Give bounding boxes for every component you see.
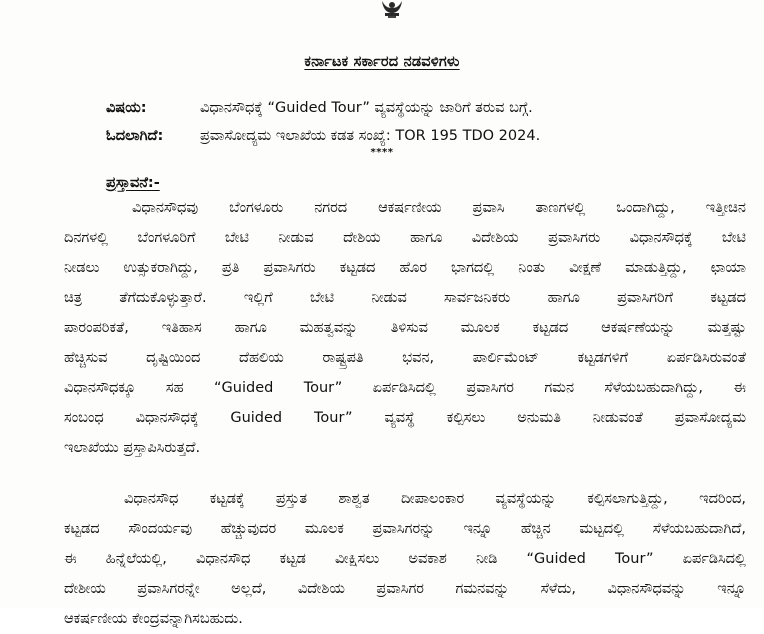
subject-label: ವಿಷಯ: [106,100,147,116]
paragraph-line: ಚಿತ್ರ ತೆಗೆದುಕೊಳ್ಳುತ್ತಾರೆ. ಇಲ್ಲಿಗೆ ಬೇಟಿ ನೀಡುವ ಸಾರ್ವಜನಿಕರು ಹಾಗೂ ಪ್ರವಾಸಿಗರಿಗೆ ಕಟ್ಟಡದ [64,290,746,306]
paragraph-line: ಕಟ್ಟಡದ ಸೌಂದರ್ಯವು ಹೆಚ್ಚುವುದರ ಮೂಲಕ ಪ್ರವಾಸಿಗರನ್ನು ಇನ್ನೂ ಹೆಚ್ಚಿನ ಮಟ್ಟದಲ್ಲಿ ಸೆಳೆಯಬಹುದಾಗಿದೆ, [64,521,746,537]
government-emblem-icon [377,0,407,18]
reference-row [106,128,540,144]
subject-row [106,100,533,116]
paragraph-1 [64,193,746,463]
paragraph-line: ಇಲಾಖೆಯು ಪ್ರಸ್ತಾಪಿಸಿರುತ್ತದೆ. [64,440,201,456]
paragraph-line: ಹೆಚ್ಚಿಸುವ ದೃಷ್ಟಿಯಿಂದ ದೆಹಲಿಯ ರಾಷ್ಟ್ರಪತಿ ಭವನ, ಪಾರ್ಲಿಮೆಂಟ್ ಕಟ್ಟಡಗಳಿಗೆ ಏರ್ಪಡಿಸಿರುವಂತೆ [64,350,746,366]
separator-stars: **** [370,147,394,158]
subject-value: ವಿಧಾನಸೌಧಕ್ಕೆ “Guided Tour” ವ್ಯವಸ್ಥೆಯನ್ನು ಜಾರಿಗೆ ತರುವ ಬಗ್ಗೆ. [200,100,533,116]
paragraph-line: ಆಕರ್ಷಣೀಯ ಕೇಂದ್ರವನ್ನಾಗಿಸಬಹುದು. [64,611,243,627]
paragraph-line: ದಿನಗಳಲ್ಲಿ ಬೆಂಗಳೂರಿಗೆ ಬೇಟಿ ನೀಡುವ ದೇಶಿಯ ಹಾಗೂ ವಿದೇಶಿಯ ಪ್ರವಾಸಿಗರು ವಿಧಾನಸೌಧಕ್ಕೆ ಬೇಟಿ [64,230,746,246]
reference-label: ಓದಲಾಗಿದೆ: [106,128,164,144]
paragraph-line: ಈ ಹಿನ್ನೆಲೆಯಲ್ಲಿ, ವಿಧಾನಸೌಧ ಕಟ್ಟಡ ವೀಕ್ಷಿಸಲು ಅವಕಾಶ ನೀಡಿ “Guided Tour” ಏರ್ಪಡಿಸಿದಲ್ಲಿ [64,551,746,567]
paragraph-line: ವಿಧಾನಸೌಧಕ್ಕೂ ಸಹ “Guided Tour” ಏರ್ಪಡಿಸಿದಲ್ಲಿ ಪ್ರವಾಸಿಗರ ಗಮನ ಸೆಳೆಯಬಹುದಾಗಿದ್ದು, ಈ [64,380,746,396]
preamble-heading: ಪ್ರಸ್ತಾವನೆ:- [106,175,160,191]
paragraph-line: ಪಾರಂಪರಿಕತೆ, ಇತಿಹಾಸ ಹಾಗೂ ಮಹತ್ವವನ್ನು ತಿಳಿಸುವ ಮೂಲಕ ಕಟ್ಟಡದ ಆಕರ್ಷಣೆಯನ್ನು ಮತ್ತಷ್ಟು [64,320,746,336]
paragraph-line: ಸಂಬಂಧ ವಿಧಾನಸೌಧಕ್ಕೆ Guided Tour” ವ್ಯವಸ್ಥೆ ಕಲ್ಪಿಸಲು ಅನುಮತಿ ನೀಡುವಂತೆ ಪ್ರವಾಸೋದ್ಯಮ [64,410,746,426]
document-heading: ಕರ್ನಾಟಕ ಸರ್ಕಾರದ ನಡವಳಿಗಳು [304,54,460,70]
paragraph-line: ದೇಶೀಯ ಪ್ರವಾಸಿಗರನ್ನೇ ಅಲ್ಲದೆ, ವಿದೇಶಿಯ ಪ್ರವಾಸಿಗರ ಗಮನವನ್ನು ಸೆಳೆದು, ವಿಧಾನಸೌಧವನ್ನು ಇನ್ನೂ [64,581,746,597]
paragraph-2 [64,484,746,634]
reference-value: ಪ್ರವಾಸೋದ್ಯಮ ಇಲಾಖೆಯ ಕಡತ ಸಂಖ್ಯೆ: TOR 195 TDO 2024. [200,128,541,144]
paragraph-line: ನೀಡಲು ಉತ್ಸುಕರಾಗಿದ್ದು, ಪ್ರತಿ ಪ್ರವಾಸಿಗರು ಕಟ್ಟಡದ ಹೊರ ಭಾಗದಲ್ಲಿ ನಿಂತು ವೀಕ್ಷಣೆ ಮಾಡುತ್ತಿದ್ದು, ಛಾಯಾ [64,260,746,276]
paragraph-line: ವಿಧಾನಸೌಧವು ಬೆಂಗಳೂರು ನಗರದ ಆಕರ್ಷಣೀಯ ಪ್ರವಾಸಿ ತಾಣಗಳಲ್ಲಿ ಒಂದಾಗಿದ್ದು, ಇತ್ತೀಚಿನ [132,200,746,216]
paragraph-line: ವಿಧಾನಸೌಧ ಕಟ್ಟಡಕ್ಕೆ ಪ್ರಸ್ತುತ ಶಾಶ್ವತ ದೀಪಾಲಂಕಾರ ವ್ಯವಸ್ಥೆಯನ್ನು ಕಲ್ಪಿಸಲಾಗುತ್ತಿದ್ದು, ಇದರಿಂದ, [124,491,746,507]
